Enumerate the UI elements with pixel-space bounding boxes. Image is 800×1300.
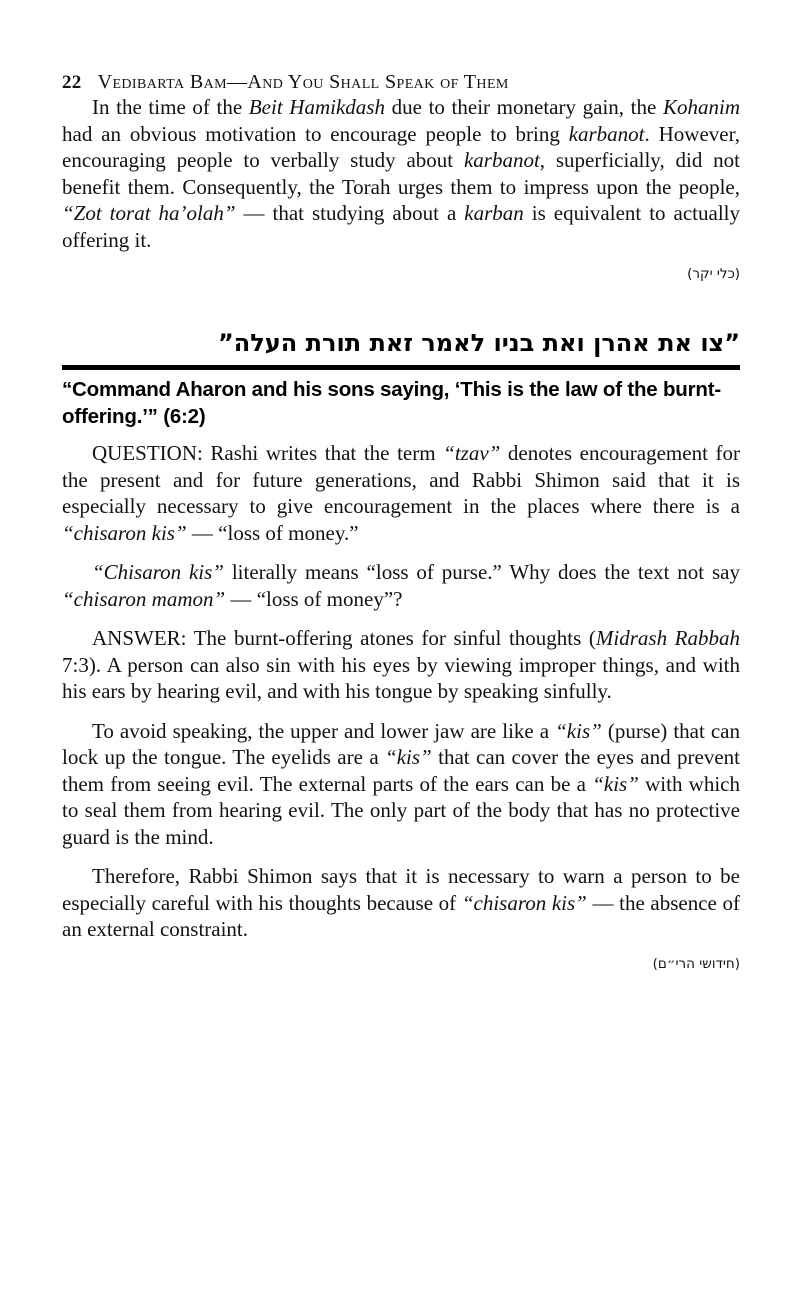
answer-conclusion-paragraph: Therefore, Rabbi Shimon says that it is necessary to warn a person to be especially careful with his thoughts because of “chisaron kis” — the absence of an external constraint.: [62, 864, 740, 941]
verse-translation-caption: “Command Aharon and his sons saying, ‘This is the law of the burnt-offering.’” (6:2): [62, 378, 721, 428]
section-divider-rule: [62, 365, 740, 370]
answer-continuation-paragraph: To avoid speaking, the upper and lower jaw are like a “kis” (purse) that can lock up the tongue. The eyelids are a “kis” that can cover the eyes and prevent them from seeing evil. The external parts of the ears can be a “kis” with which to seal them from hearing evil. The only part of the body that has no protective guard is the mind.: [62, 718, 740, 849]
page-header: [62, 0, 740, 94]
answer-paragraph: ANSWER: The burnt-offering atones for sinful thoughts (Midrash Rabbah 7:3). A person can also sin with his eyes by viewing improper things, and with his ears by hearing evil, and with his tongue by speaking sinfully.: [62, 626, 740, 703]
hebrew-verse-heading: ”צו את אהרן ואת בניו לאמר זאת תורת העלה”: [218, 329, 740, 357]
intro-paragraph: In the time of the Beit Hamikdash due to their monetary gain, the Kohanim had an obvious motivation to encourage people to bring karbanot. However, encouraging people to verbally study about karbanot, superficially, did not benefit them. Consequently, the Torah urges them to impress upon the people, “Zot torat ha’olah” — that studying about a karban is equivalent to actually offering it.: [62, 95, 741, 252]
page-content: [62, 94, 740, 972]
book-title: Vedibarta Bam—And You Shall Speak of Them: [97, 71, 509, 93]
source-attribution-kli-yakar: (כלי יקר): [687, 266, 740, 282]
question-followup-paragraph: “Chisaron kis” literally means “loss of purse.” Why does the text not say “chisaron mamon” — “loss of money”?: [62, 560, 740, 611]
page-number: 22: [62, 72, 82, 93]
source-attribution-chidushei-harim: (חידושי הרי״ם): [652, 955, 740, 972]
question-paragraph: QUESTION: Rashi writes that the term “tzav” denotes encouragement for the present and for future generations, and Rabbi Shimon said that it is especially necessary to give encouragement in the places where there is a “chisaron kis” — “loss of money.”: [62, 441, 740, 545]
